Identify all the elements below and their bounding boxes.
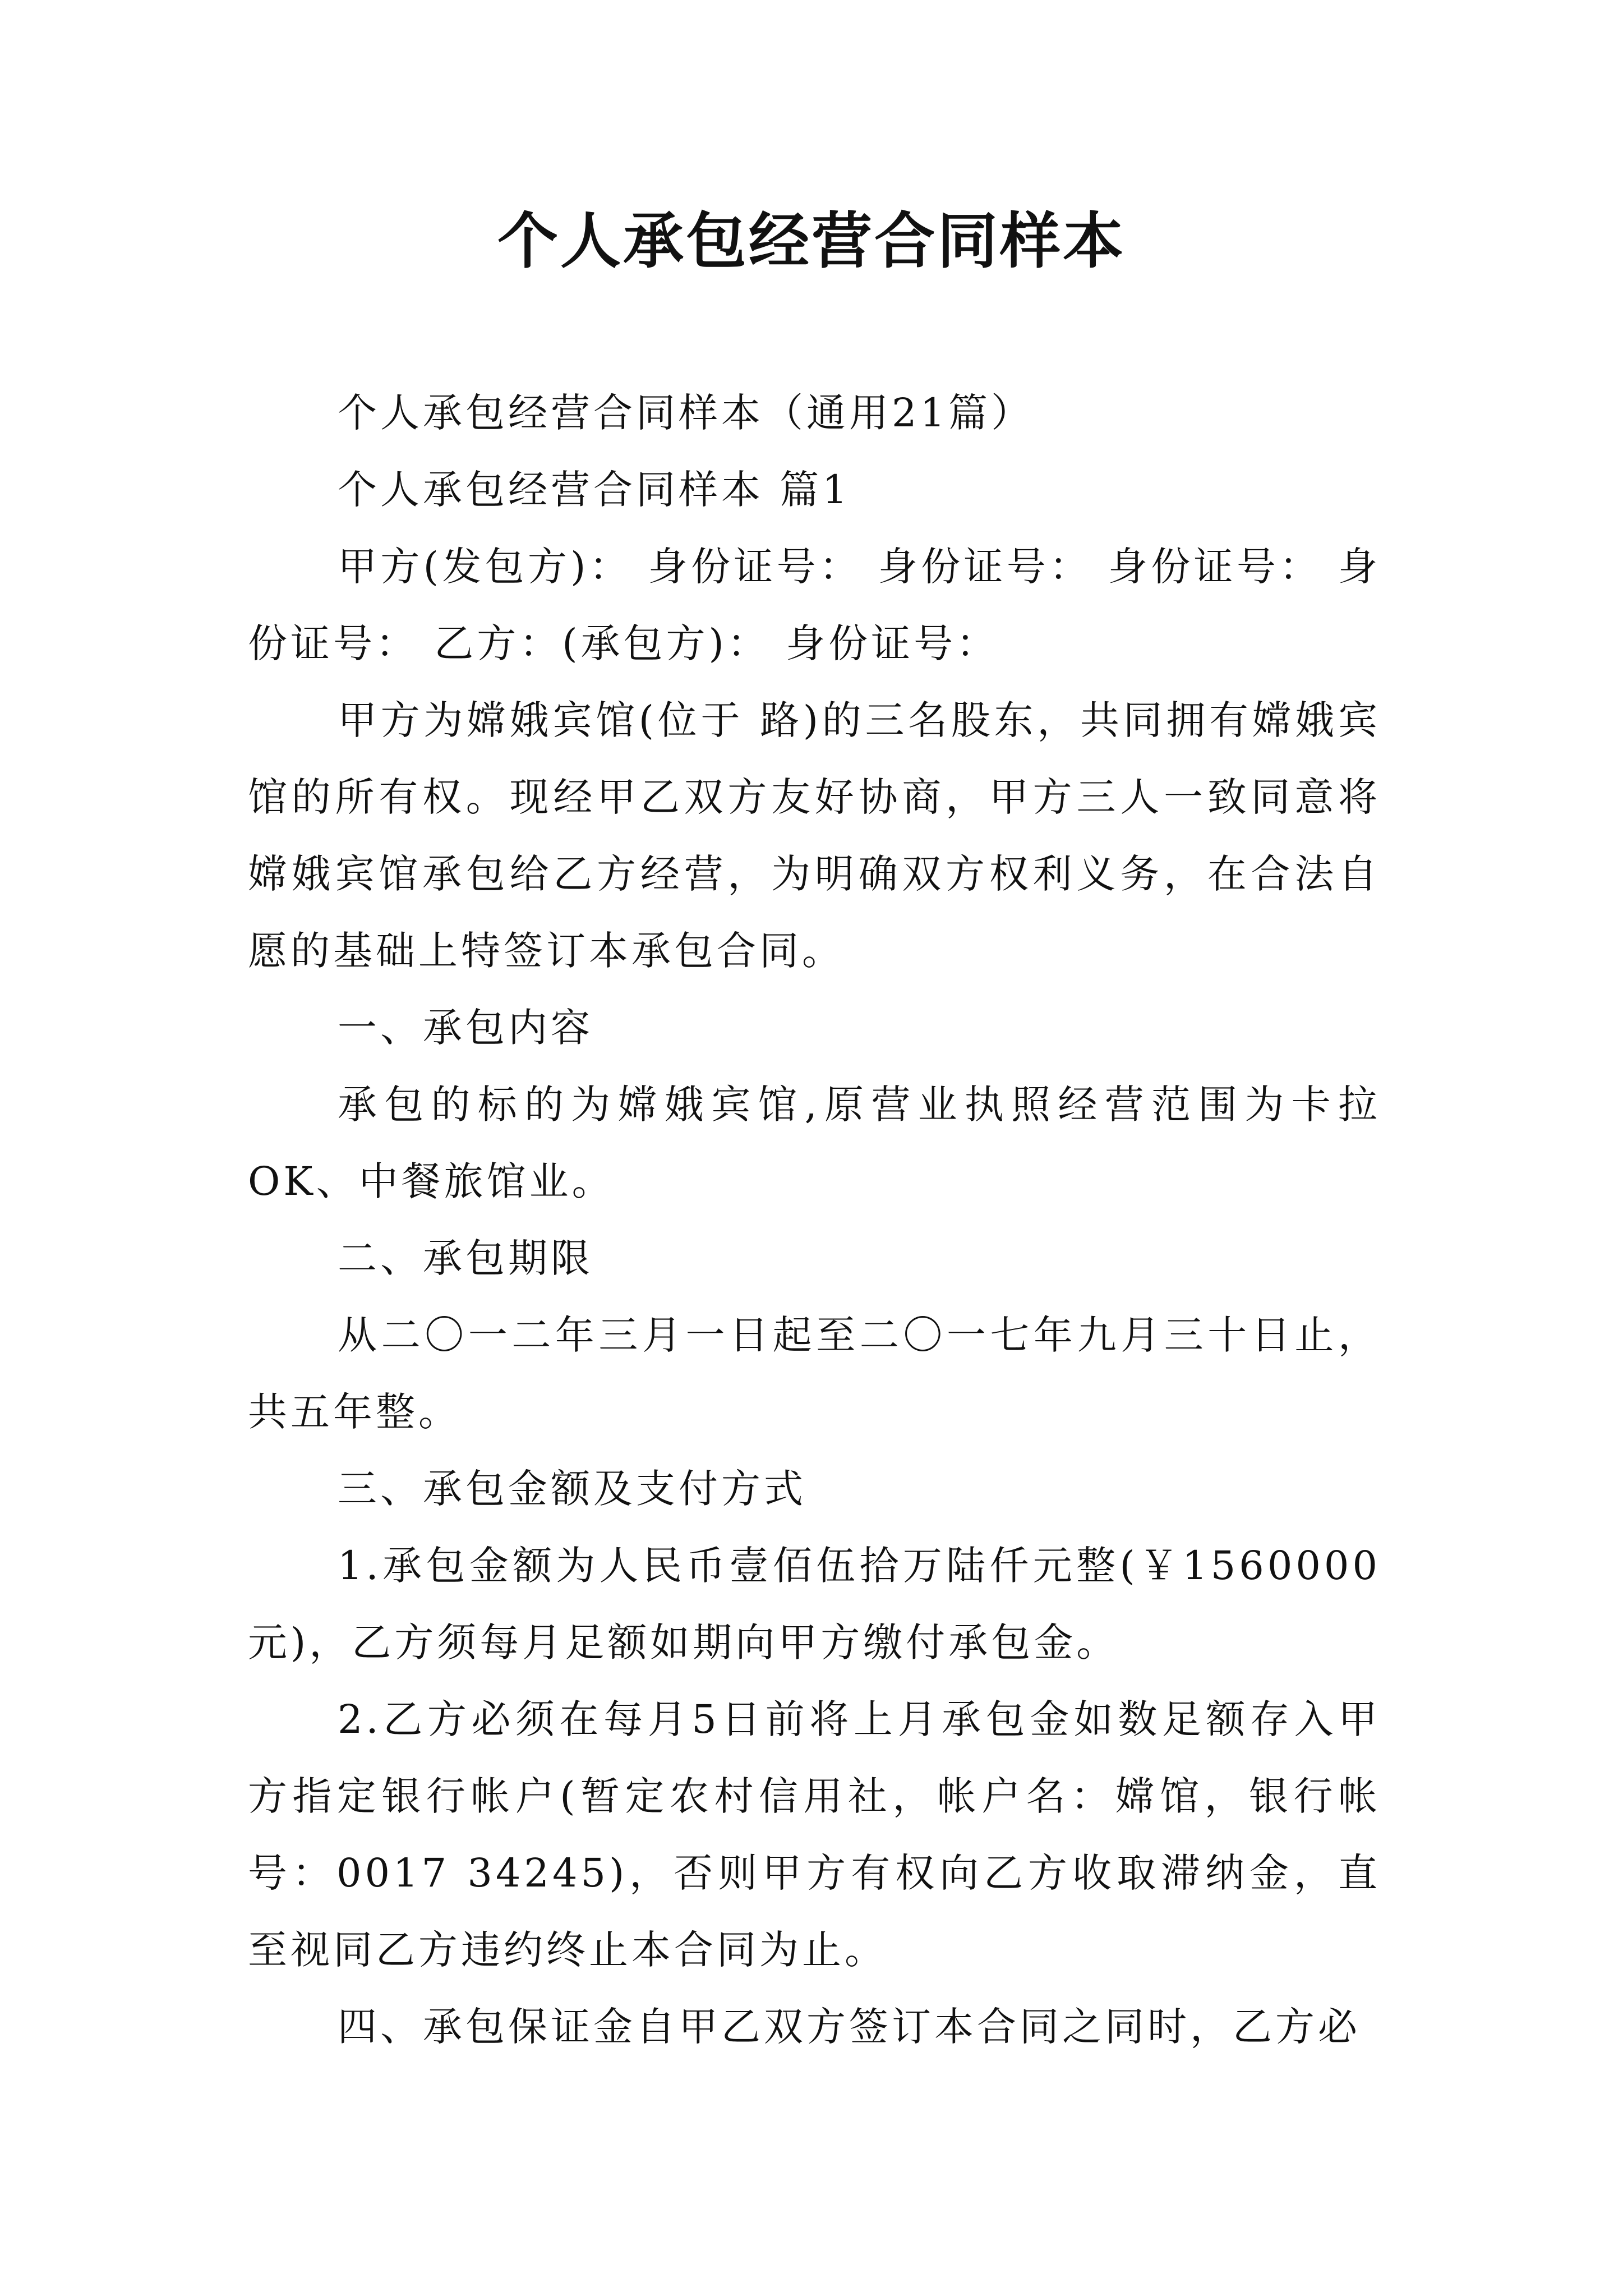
clause-paragraph: 1.承包金额为人民币壹佰伍拾万陆仟元整(￥1560000元)，乙方须每月足额如期向甲方缴付承包金。 xyxy=(248,1543,1381,1665)
clause-paragraph: 承包的标的为嫦娥宾馆,原营业执照经营范围为卡拉OK、中餐旅馆业。 xyxy=(248,1082,1381,1204)
clause-paragraph: 2.乙方必须在每月5日前将上月承包金如数足额存入甲方指定银行帐户(暂定农村信用社，帐户名：嫦馆，银行帐号：0017 34245)，否则甲方有权向乙方收取滞纳金，直至视同乙方违约终止本合同为止。 xyxy=(248,1696,1381,1973)
clause-heading: 二、承包期限 xyxy=(338,1235,593,1281)
clause-paragraph: 四、承包保证金自甲乙双方签订本合同之同时，乙方必 xyxy=(338,2004,1361,2050)
parties-paragraph: 甲方(发包方)： 身份证号： 身份证号： 身份证号： 身份证号： 乙方：(承包方)： 身份证号： xyxy=(248,544,1381,666)
preamble-paragraph: 甲方为嫦娥宾馆(位于 路)的三名股东，共同拥有嫦娥宾馆的所有权。现经甲乙双方友好协商，甲方三人一致同意将嫦娥宾馆承包给乙方经营，为明确双方权利义务，在合法自愿的基础上特签订本承包合同。 xyxy=(248,697,1381,974)
subtitle-paragraph: 个人承包经营合同样本（通用21篇） xyxy=(338,390,1034,436)
section-heading: 个人承包经营合同样本 篇1 xyxy=(338,467,851,513)
document-title: 个人承包经营合同样本 xyxy=(497,206,1126,277)
clause-heading: 三、承包金额及支付方式 xyxy=(338,1466,806,1512)
clause-heading: 一、承包内容 xyxy=(338,1005,593,1051)
document-body xyxy=(248,375,1381,2065)
clause-paragraph: 从二〇一二年三月一日起至二〇一七年九月三十日止，共五年整。 xyxy=(248,1312,1381,1435)
